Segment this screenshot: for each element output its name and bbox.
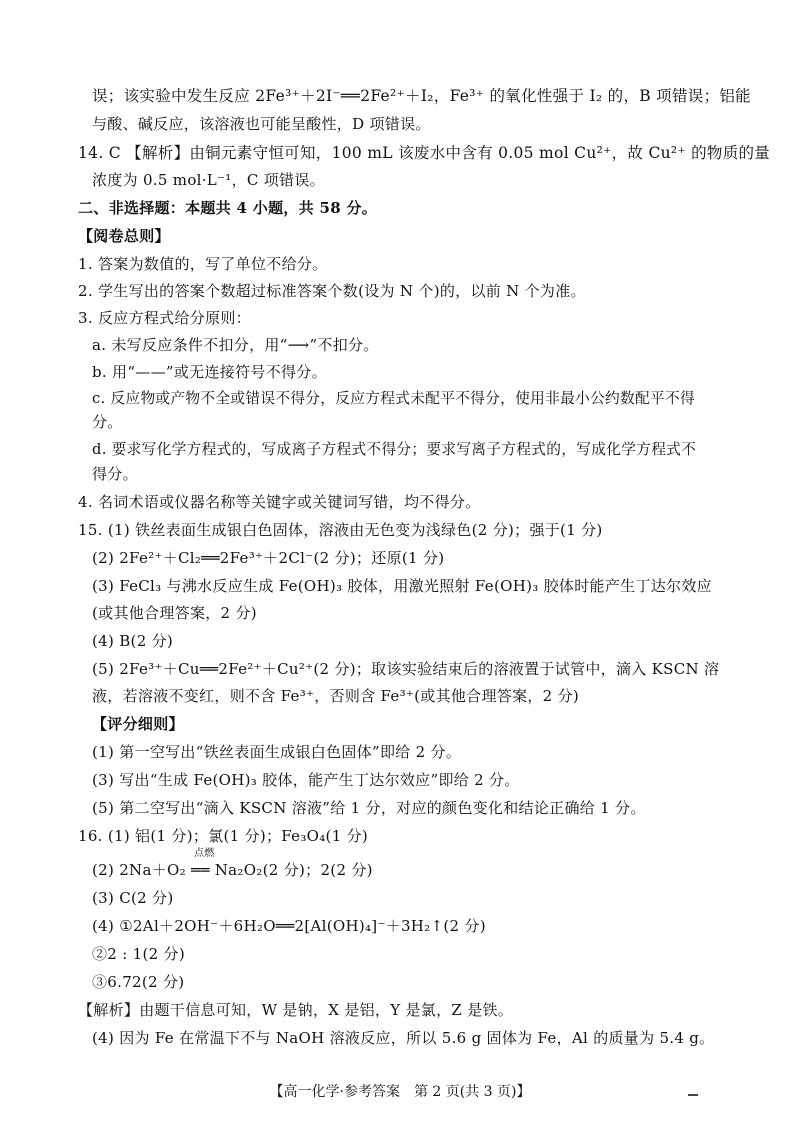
scoring-detail-1: (1) 第一空写出“铁丝表面生成银白色固体”即给 2 分。: [92, 743, 462, 761]
rule-3d-line-1: d. 要求写化学方程式的，写成离子方程式不得分；要求写离子方程式的，写成化学方程式不: [92, 441, 697, 458]
q16-analysis-part4: (4) 因为 Fe 在常温下不与 NaOH 溶液反应，所以 5.6 g 固体为 Fe，Al 的质量为 5.4 g。: [92, 1029, 715, 1047]
rule-4: 4. 名词术语或仪器名称等关键字或关键词写错，均不得分。: [78, 493, 481, 511]
rule-3a: a. 未写反应条件不扣分，用“⟶”不扣分。: [92, 336, 379, 354]
q16-part1: 16. (1) 铝(1 分)；氯(1 分)；Fe₃O₄(1 分): [78, 827, 369, 845]
q16-part3: (3) C(2 分): [92, 889, 174, 907]
corner-mark: [688, 1094, 698, 1096]
q15-part3-line-2: (或其他合理答案，2 分): [92, 604, 257, 622]
scoring-details-heading: 【评分细则】: [92, 715, 184, 733]
rule-3b: b. 用“——”或无连接符号不得分。: [92, 363, 327, 381]
q14-line-2: 浓度为 0.5 mol·L⁻¹，C 项错误。: [92, 171, 325, 189]
section-heading: 二、非选择题：本题共 4 小题，共 58 分。: [78, 199, 378, 217]
q16-analysis: 【解析】由题干信息可知，W 是钠，X 是铝，Y 是氯，Z 是铁。: [78, 1001, 514, 1019]
text-line-2: 与酸、碱反应，该溶液也可能呈酸性，D 项错误。: [92, 115, 431, 133]
q15-part2: (2) 2Fe²⁺＋Cl₂══2Fe³⁺＋2Cl⁻(2 分)；还原(1 分): [92, 549, 445, 567]
q15-part4: (4) B(2 分): [92, 632, 174, 650]
q16-part4-1: (4) ①2Al＋2OH⁻＋6H₂O══2[Al(OH)₄]⁻＋3H₂↑(2 分): [92, 917, 486, 935]
page-footer: 【高一化学·参考答案 第 2 页(共 3 页)】: [269, 1084, 531, 1100]
q14-line-1: 14. C 【解析】由铜元素守恒可知，100 mL 该废水中含有 0.05 mol Cu²⁺，故 Cu²⁺ 的物质的量: [78, 144, 771, 162]
rule-3c-line-1: c. 反应物或产物不全或错误不得分，反应方程式未配平不得分，使用非最小公约数配平不得: [92, 390, 695, 407]
rule-3: 3. 反应方程式给分原则：: [78, 309, 251, 327]
reaction-condition-label: 点燃: [194, 848, 215, 859]
q15-part3-line-1: (3) FeCl₃ 与沸水反应生成 Fe(OH)₃ 胶体，用激光照射 Fe(OH)₃ 胶体时能产生丁达尔效应: [92, 577, 712, 595]
rule-2: 2. 学生写出的答案个数超过标准答案个数(设为 N 个)的，以前 N 个为准。: [78, 282, 586, 300]
grading-rules-heading: 【阅卷总则】: [78, 227, 170, 245]
q16-part4-2: ②2 : 1(2 分): [92, 945, 185, 963]
q15-part5-line-2: 液，若溶液不变红，则不含 Fe³⁺，否则含 Fe³⁺(或其他合理答案，2 分): [92, 687, 580, 705]
scoring-detail-5: (5) 第二空写出“滴入 KSCN 溶液”给 1 分，对应的颜色变化和结论正确给 1 分。: [92, 799, 646, 817]
rule-3d-line-2: 得分。: [92, 465, 138, 483]
rule-3c-line-2: 分。: [92, 413, 123, 431]
rule-1: 1. 答案为数值的，写了单位不给分。: [78, 255, 328, 273]
q16-part4-3: ③6.72(2 分): [92, 973, 185, 991]
q15-part1: 15. (1) 铁丝表面生成银白色固体，溶液由无色变为浅绿色(2 分)；强于(1 分): [78, 521, 603, 539]
scoring-detail-3: (3) 写出“生成 Fe(OH)₃ 胶体，能产生丁达尔效应”即给 2 分。: [92, 771, 520, 789]
text-line-1: 误；该实验中发生反应 2Fe³⁺＋2I⁻══2Fe²⁺＋I₂，Fe³⁺ 的氧化性强于 I₂ 的，B 项错误；铝能: [92, 87, 751, 105]
q16-part2: (2) 2Na＋O₂ ══ Na₂O₂(2 分)；2(2 分): [92, 861, 373, 879]
q15-part5-line-1: (5) 2Fe³⁺＋Cu══2Fe²⁺＋Cu²⁺(2 分)；取该实验结束后的溶液置于试管中，滴入 KSCN 溶: [92, 660, 720, 678]
